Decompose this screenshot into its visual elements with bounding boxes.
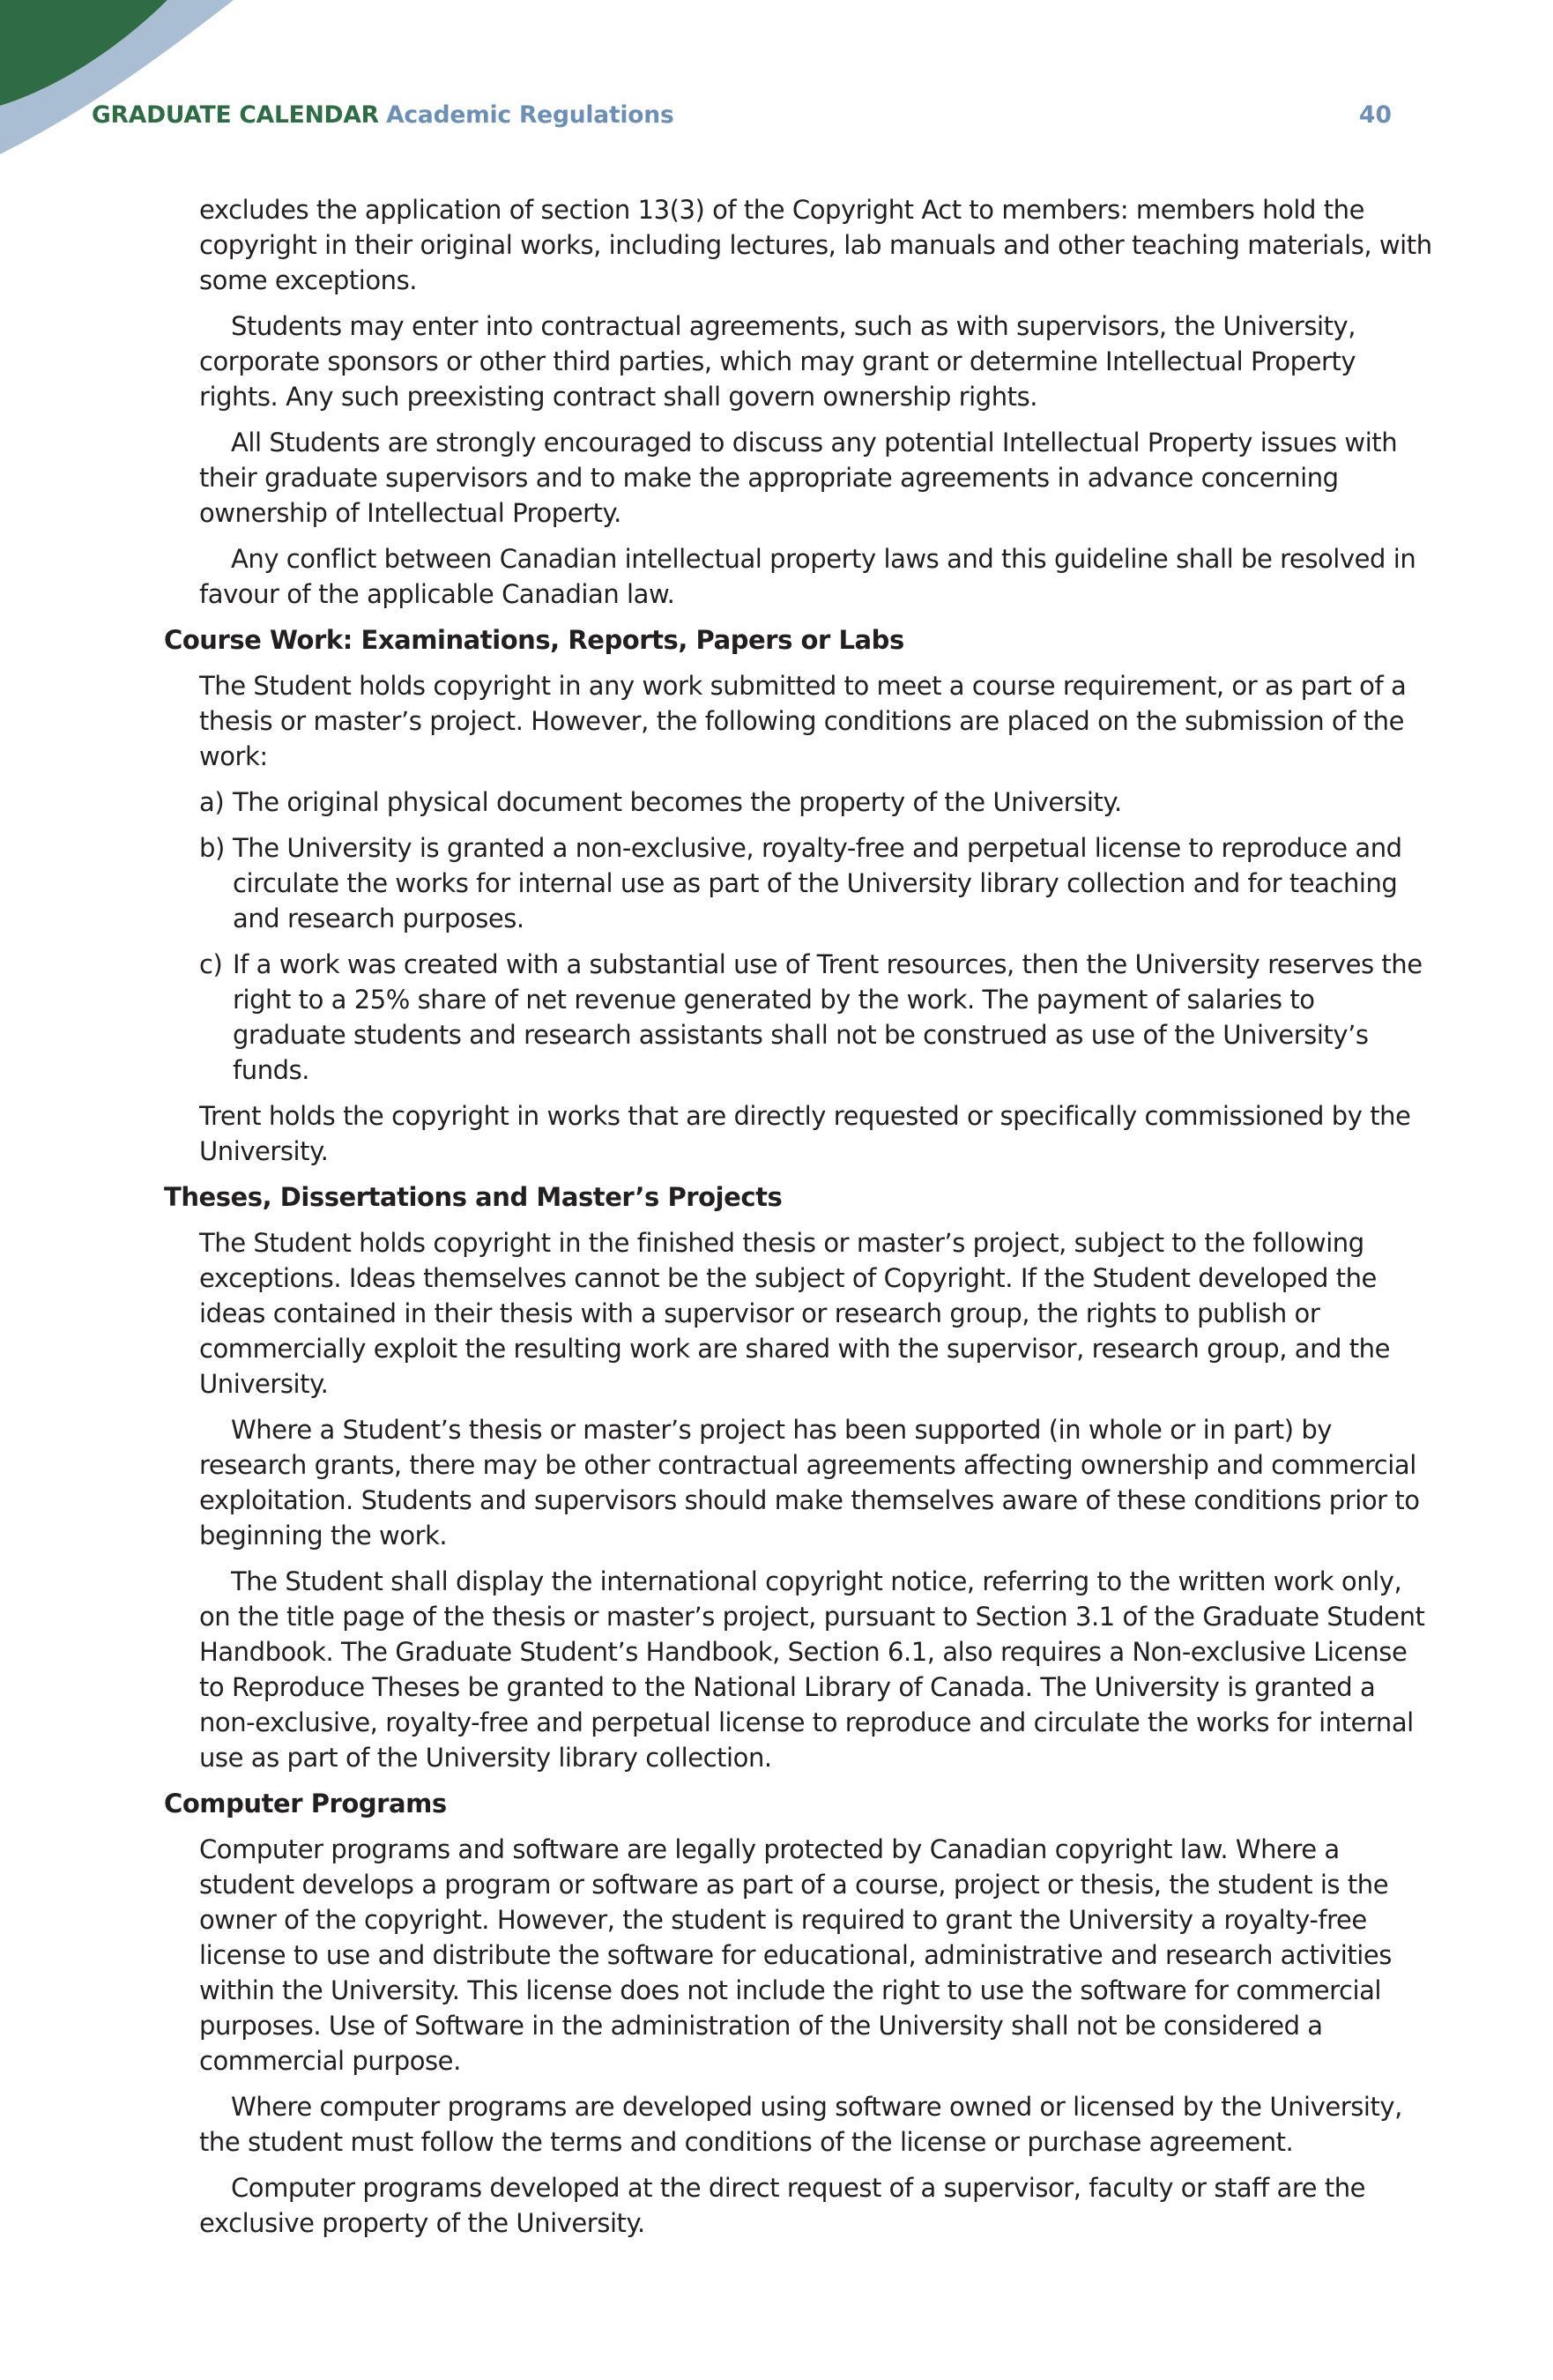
paragraph: The Student holds copyright in the finished thesis or master’s project, subject to the following exceptions. Ideas themselves cannot be the subject of Copyright. If the Student developed the ideas contained in their thesis with a supervisor or research group, the rights to publish or commercially exploit the resulting work are shared with the supervisor, research group, and the University.: [199, 1228, 1390, 1399]
list-marker: c): [199, 949, 223, 979]
section-heading-computer-programs: Computer Programs: [164, 1789, 447, 1818]
corner-swoosh-graphic: [0, 0, 247, 159]
page-body: [164, 192, 1433, 2251]
paragraph: Computer programs developed at the direct request of a supervisor, faculty or staff are the exclusive property of the University.: [199, 2173, 1366, 2238]
paragraph: excludes the application of section 13(3) of the Copyright Act to members: members hold the copyright in their original works, including lectures, lab manuals and other teaching materials, with some exceptions.: [199, 195, 1432, 295]
list-item: [199, 785, 1433, 820]
list-marker: a): [199, 787, 225, 817]
page-number: 40: [1359, 101, 1392, 129]
paragraph: Trent holds the copyright in works that are directly requested or specifically commissioned by the University.: [199, 1101, 1411, 1166]
paragraph: Where a Student’s thesis or master’s project has been supported (in whole or in part) by research grants, there may be other contractual agreements affecting ownership and commercial exploitation. Students and supervisors should make themselves aware of these conditions prior to beginning the work.: [199, 1415, 1420, 1551]
list-marker: b): [199, 833, 225, 863]
header-brand: GRADUATE CALENDAR: [92, 101, 379, 129]
paragraph: Any conflict between Canadian intellectual property laws and this guideline shall be resolved in favour of the applicable Canadian law.: [199, 544, 1416, 609]
list-item: [199, 947, 1433, 1088]
section-heading-theses: Theses, Dissertations and Master’s Projects: [164, 1182, 783, 1212]
list-item-text: If a work was created with a substantial use of Trent resources, then the University reserves the right to a 25% share of net revenue generated by the work. The payment of salaries to graduate students and research assistants shall not be construed as use of the University’s funds.: [233, 949, 1423, 1085]
header-section: Academic Regulations: [386, 101, 674, 129]
paragraph: The Student holds copyright in any work submitted to meet a course requirement, or as part of a thesis or master’s project. However, the following conditions are placed on the submission of the work:: [199, 671, 1407, 771]
paragraph: Students may enter into contractual agreements, such as with supervisors, the University, corporate sponsors or other third parties, which may grant or determine Intellectual Property rights. Any such preexisting contract shall govern ownership rights.: [199, 311, 1356, 412]
list-item-text: The original physical document becomes the property of the University.: [233, 787, 1122, 817]
list-item: [199, 830, 1433, 936]
paragraph: Computer programs and software are legally protected by Canadian copyright law. Where a student develops a program or software as part of a course, project or thesis, the student is the owner of the copyright. However, the student is required to grant the University a royalty-free license to use and distribute the software for educational, administrative and research activities within the University. This license does not include the right to use the software for commercial purposes. Use of Software in the administration of the University shall not be considered a commercial purpose.: [199, 1834, 1392, 2076]
paragraph: The Student shall display the international copyright notice, referring to the written work only, on the title page of the thesis or master’s project, pursuant to Section 3.1 of the Graduate Student Handbook. The Graduate Student’s Handbook, Section 6.1, also requires a Non-exclusive License to Reproduce Theses be granted to the National Library of Canada. The University is granted a non-exclusive, royalty-free and perpetual license to reproduce and circulate the works for internal use as part of the University library collection.: [199, 1566, 1425, 1773]
running-header: [92, 98, 674, 133]
list-item-text: The University is granted a non-exclusive, royalty-free and perpetual license to reproduce and circulate the works for internal use as part of the University library collection and for teaching and research purposes.: [233, 833, 1402, 933]
paragraph: Where computer programs are developed using software owned or licensed by the University, the student must follow the terms and conditions of the license or purchase agreement.: [199, 2092, 1402, 2157]
paragraph: All Students are strongly encouraged to discuss any potential Intellectual Property issues with their graduate supervisors and to make the appropriate agreements in advance concerning ownership of Intellectual Property.: [199, 428, 1398, 528]
section-heading-course-work: Course Work: Examinations, Reports, Papers or Labs: [164, 625, 904, 655]
